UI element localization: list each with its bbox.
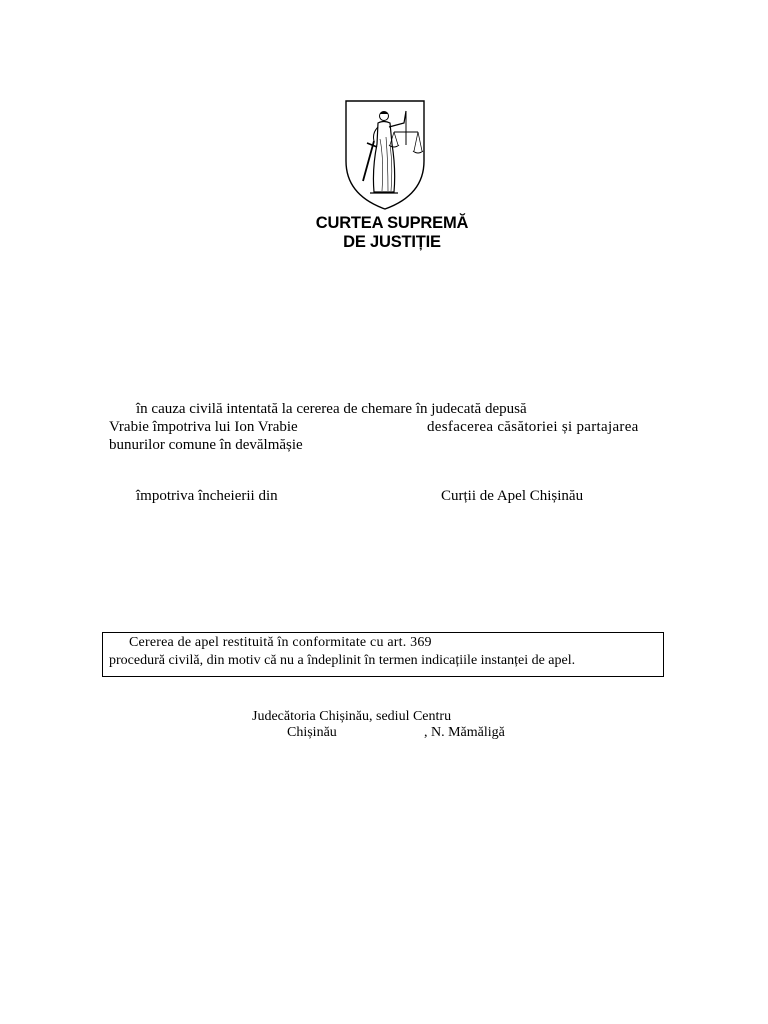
signature-city: Chișinău	[287, 725, 337, 740]
case-subject: desfacerea căsătoriei și partajarea	[427, 419, 639, 435]
court-name-line1: CURTEA SUPREMĂ	[315, 214, 469, 232]
case-intro-line1: în cauza civilă intentată la cererea de chemare în judecată depusă	[136, 401, 527, 417]
notice-line1: Cererea de apel restituită în conformitate cu art. 369	[129, 635, 432, 650]
case-subject-cont: bunurilor comune în devălmășie	[109, 437, 303, 453]
case-parties: Vrabie împotriva lui Ion Vrabie	[109, 419, 298, 435]
notice-line2: procedură civilă, din motiv că nu a îndeplinit în termen indicațiile instanței de apel.	[109, 653, 576, 668]
signature-court: Judecătoria Chișinău, sediul Centru	[252, 709, 452, 724]
court-name-line2: DE JUSTIȚIE	[343, 233, 441, 251]
justice-emblem-icon	[344, 99, 426, 211]
notice-box	[102, 632, 664, 677]
court-name	[250, 214, 534, 252]
appeal-against: împotriva încheierii din	[136, 488, 278, 504]
signature-judge: , N. Mămăligă	[424, 725, 505, 740]
appeal-court: Curții de Apel Chișinău	[441, 488, 584, 504]
